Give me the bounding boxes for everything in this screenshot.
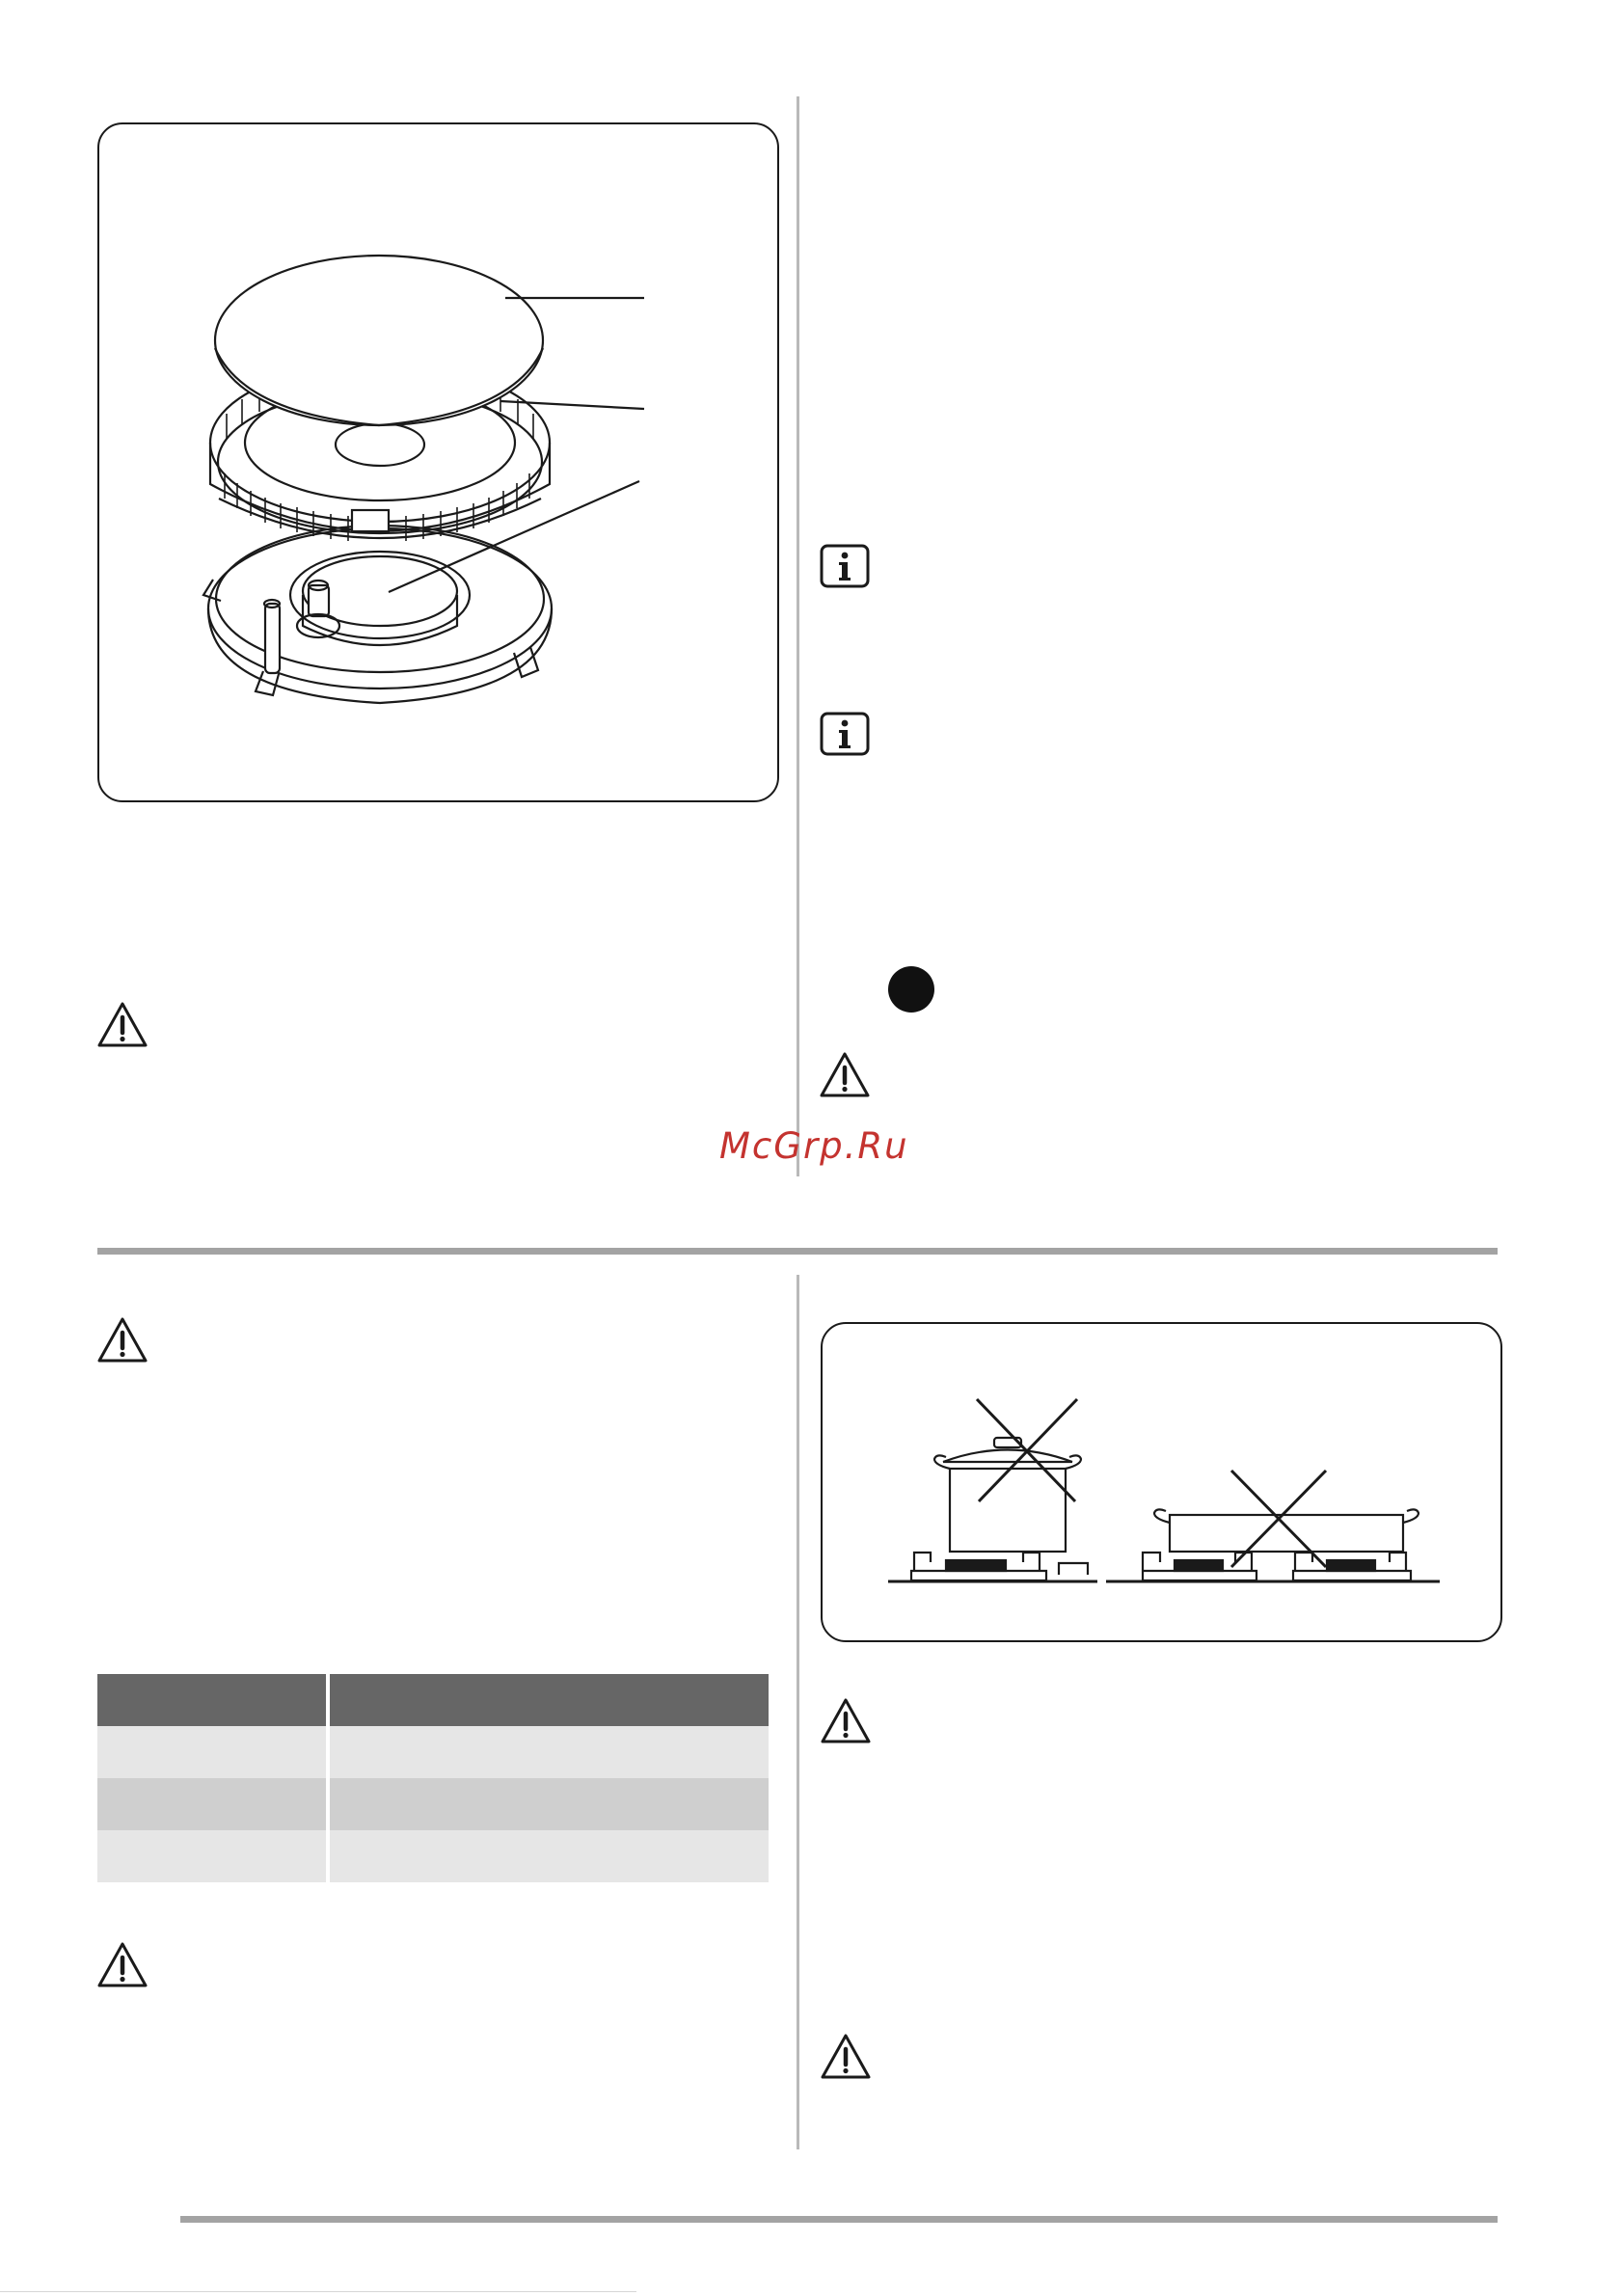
pan-diameter-table bbox=[97, 1674, 769, 1882]
burner-cap bbox=[215, 256, 543, 425]
incorrect-pots-illustration bbox=[823, 1324, 1500, 1640]
black-dot-icon bbox=[888, 966, 934, 1013]
table-header-cell bbox=[97, 1674, 328, 1726]
table-cell bbox=[97, 1830, 328, 1882]
table-cell bbox=[328, 1726, 769, 1778]
table-cell bbox=[97, 1778, 328, 1830]
info-icon bbox=[820, 712, 870, 756]
wide-pan bbox=[1170, 1515, 1403, 1552]
table-row bbox=[97, 1778, 769, 1830]
section-divider bbox=[97, 1248, 1498, 1255]
tall-pot bbox=[950, 1469, 1066, 1552]
warning-triangle-icon bbox=[96, 1316, 149, 1364]
warning-triangle-icon bbox=[96, 1001, 149, 1049]
ignition-candle bbox=[265, 604, 280, 673]
footer-divider bbox=[180, 2216, 1498, 2223]
warning-triangle-icon bbox=[820, 2033, 872, 2081]
info-icon bbox=[820, 544, 870, 588]
table-row bbox=[97, 1830, 769, 1882]
table-row bbox=[97, 1726, 769, 1778]
table-cell bbox=[328, 1830, 769, 1882]
warning-triangle-icon bbox=[820, 1697, 872, 1745]
table-header-cell bbox=[328, 1674, 769, 1726]
table-cell bbox=[328, 1778, 769, 1830]
warning-triangle-icon bbox=[96, 1941, 149, 1989]
incorrect-pots-figure-frame bbox=[821, 1322, 1502, 1642]
bottom-edge-line bbox=[0, 2291, 636, 2292]
table-cell bbox=[97, 1726, 328, 1778]
table-header-row bbox=[97, 1674, 769, 1726]
burner-figure-frame bbox=[97, 122, 779, 802]
watermark-text: McGrp.Ru bbox=[719, 1125, 909, 1167]
column-divider-bottom bbox=[797, 1275, 799, 2149]
column-divider-top bbox=[797, 96, 799, 1176]
warning-triangle-icon bbox=[819, 1051, 871, 1099]
burner-exploded-illustration bbox=[99, 124, 777, 800]
